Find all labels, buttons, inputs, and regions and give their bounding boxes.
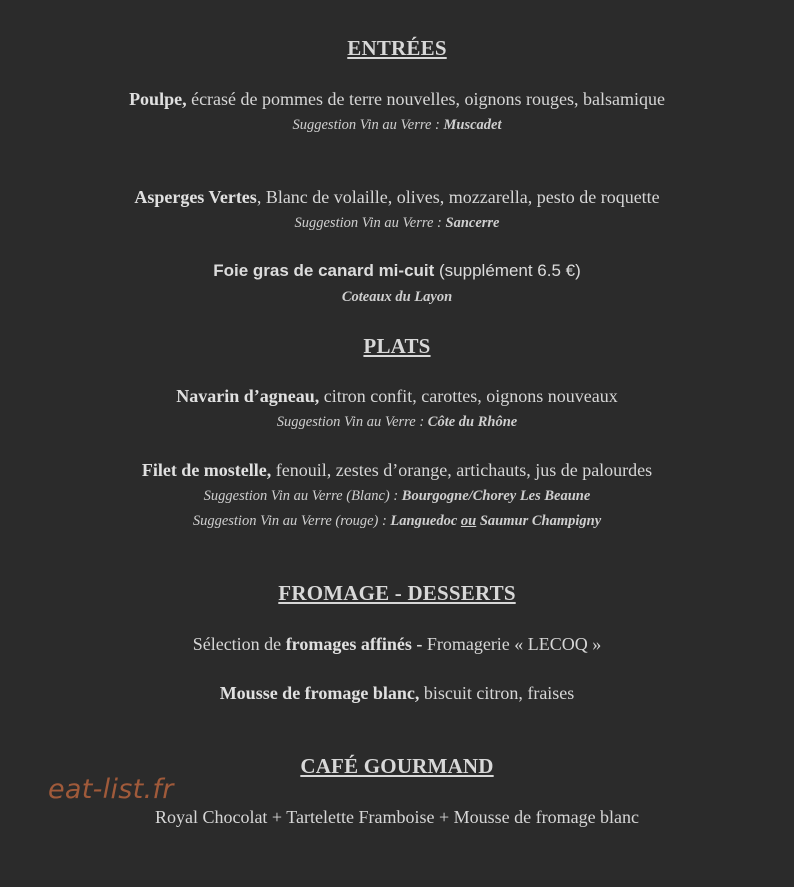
dish-description: écrasé de pommes de terre nouvelles, oignons rouges, balsamique [186,89,665,109]
dish-asperges [0,187,794,208]
dish-name: Mousse de fromage blanc, [219,683,420,703]
wine-suggestion-poulpe [0,117,794,134]
wine-or: ou [460,513,477,529]
wine-name: Bourgogne/Chorey Les Beaune [401,488,591,504]
section-title-plats: PLATS [363,334,431,358]
wine-label: Suggestion Vin au Verre : [292,117,444,133]
dish-description: citron confit, carottes, oignons nouveaux [319,386,618,406]
dish-mostelle [0,460,794,481]
wine-suggestion-foie-gras [0,289,794,306]
dish-prefix: Sélection de [192,634,286,654]
wine-name: Côte du Rhône [427,414,518,430]
wine-name: Muscadet [443,117,502,133]
dish-poulpe [0,89,794,110]
dish-description: biscuit citron, fraises [419,683,575,703]
dish-description: (supplément 6.5 €) [434,261,581,280]
wine-suggestion-asperges [0,215,794,232]
wine-label: Suggestion Vin au Verre : [294,215,446,231]
wine-suggestion-navarin [0,414,794,431]
dish-name: Poulpe, [129,89,187,109]
wine-name: Coteaux du Layon [341,289,453,305]
dish-name: Asperges Vertes [134,187,257,207]
dish-navarin [0,386,794,407]
section-title-fromage-desserts: FROMAGE - DESSERTS [278,581,516,605]
dish-name: Filet de mostelle, [141,460,272,480]
dish-mousse [0,683,794,704]
dish-cafe-gourmand: Royal Chocolat + Tartelette Framboise + Mousse de fromage blanc [154,807,640,827]
section-title-entrees: ENTRÉES [347,36,447,60]
wine-suggestion-mostelle-rouge [0,513,794,530]
wine-label: Suggestion Vin au Verre (rouge) : [192,513,391,529]
dish-description: , Blanc de volaille, olives, mozzarella, pesto de roquette [256,187,660,207]
section-title-cafe-gourmand: CAFÉ GOURMAND [300,754,494,778]
dish-description: fenouil, zestes d’orange, artichauts, jus de palourdes [271,460,653,480]
wine-name: Saumur Champigny [476,513,602,529]
dish-name: Foie gras de canard mi-cuit [213,261,435,280]
dish-foie-gras [0,261,794,281]
wine-name: Sancerre [445,215,500,231]
watermark-logo: eat-list.fr [48,774,174,805]
dish-name: fromages affinés - [285,634,423,654]
dish-name: Navarin d’agneau, [176,386,320,406]
wine-label: Suggestion Vin au Verre (Blanc) : [203,488,402,504]
wine-label: Suggestion Vin au Verre : [276,414,428,430]
wine-suggestion-mostelle-blanc [0,488,794,505]
dish-fromages [0,634,794,655]
wine-name: Languedoc [390,513,461,529]
dish-description: Fromagerie « LECOQ » [422,634,602,654]
